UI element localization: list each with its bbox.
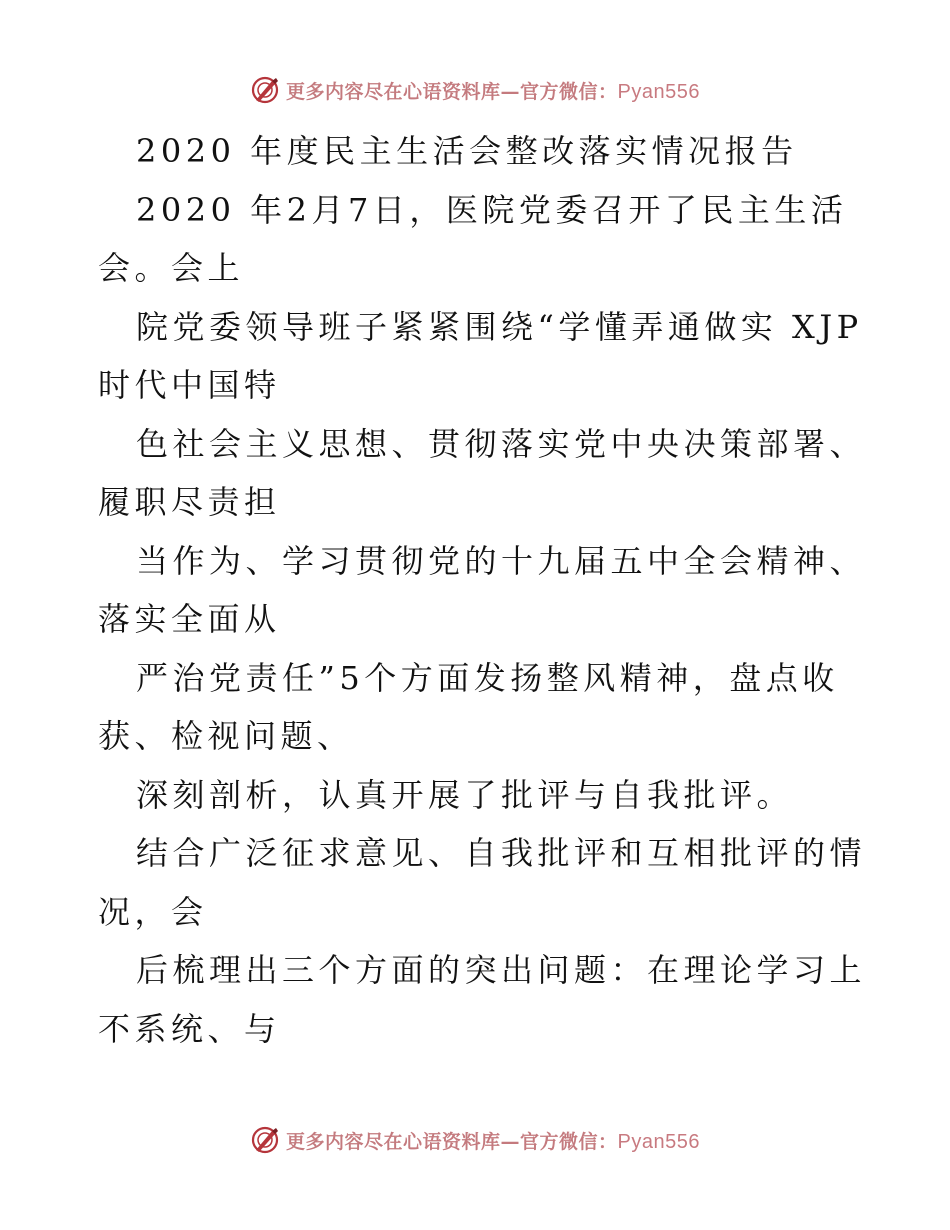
header-wechat-id: Pyan556 <box>617 80 700 103</box>
paragraph: 深刻剖析，认真开展了批评与自我批评。 <box>136 775 794 814</box>
paragraph: 2020 年2月7日，医院党委召开了民主生活会。会上 <box>98 190 848 287</box>
pen-logo-icon <box>250 1125 280 1155</box>
paragraph: 结合广泛征求意见、自我批评和互相批评的情况，会 <box>98 834 867 931</box>
paragraph: 院党委领导班子紧紧围绕“学懂弄通做实 XJP 时代中国特 <box>98 307 878 404</box>
document-title: 2020 年度民主生活会整改落实情况报告 <box>136 132 798 170</box>
footer-wechat-id: Pyan556 <box>617 1130 700 1153</box>
paragraph: 严治党责任”5个方面发扬整风精神，盘点收获、检视问题、 <box>98 658 839 755</box>
footer-banner <box>0 1120 950 1160</box>
paragraph: 当作为、学习贯彻党的十九届五中全会精神、落实全面从 <box>98 541 867 638</box>
document-body <box>98 122 878 1058</box>
header-banner <box>0 70 950 110</box>
paragraph: 后梳理出三个方面的突出问题：在理论学习上不系统、与 <box>98 951 867 1048</box>
pen-logo-icon <box>250 75 280 105</box>
footer-banner-text: 更多内容尽在心语资料库—官方微信：Pyan556 <box>286 1130 700 1153</box>
header-banner-text: 更多内容尽在心语资料库—官方微信：Pyan556 <box>286 80 700 103</box>
paragraph: 色社会主义思想、贯彻落实党中央决策部署、履职尽责担 <box>98 424 867 521</box>
